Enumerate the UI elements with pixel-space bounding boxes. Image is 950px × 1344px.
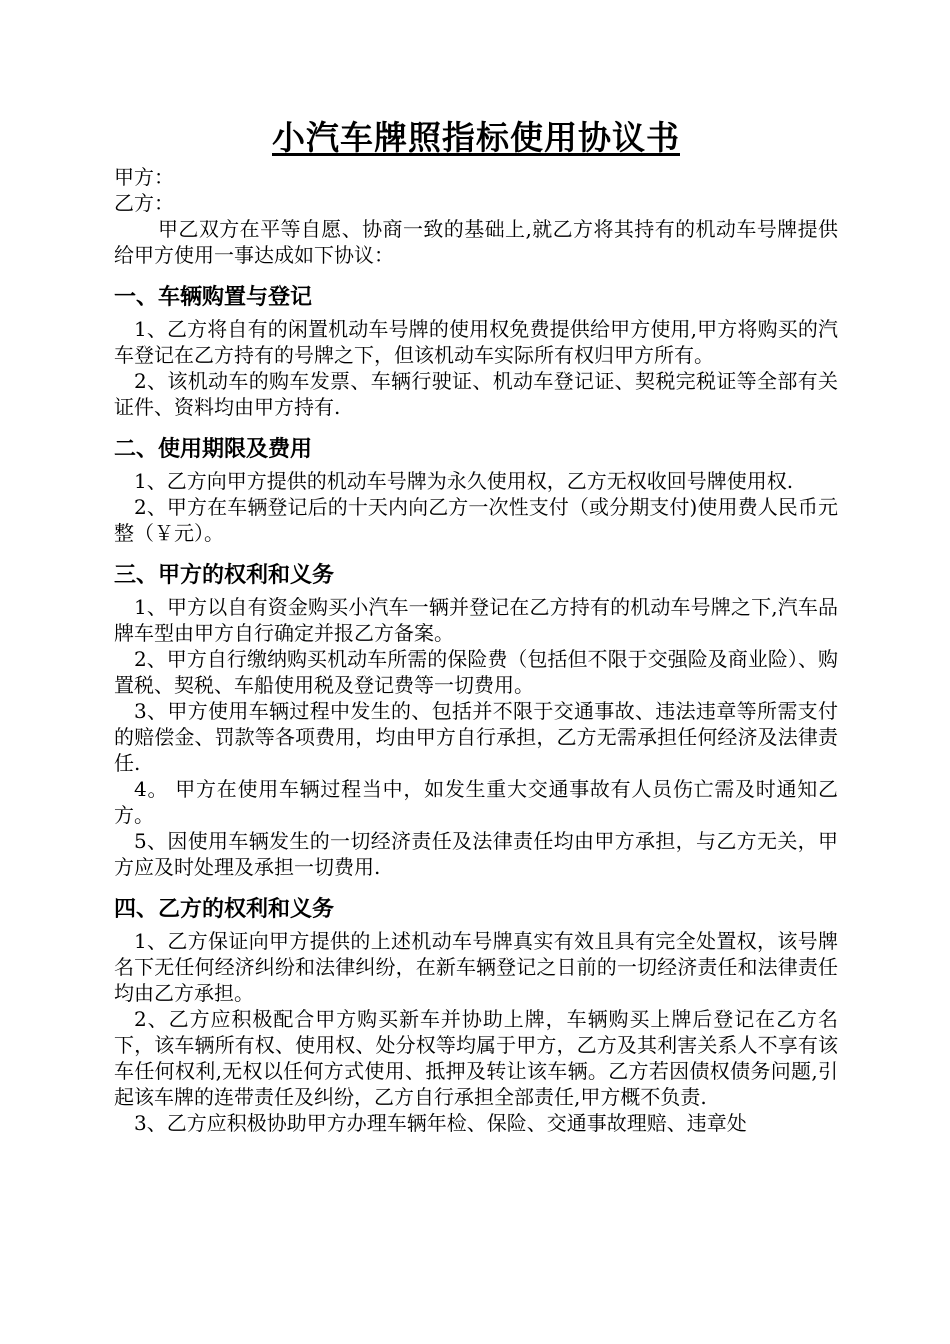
section-party-b-rights: [114, 896, 838, 1136]
section-heading: 一、车辆购置与登记: [114, 285, 313, 310]
document-title: 小汽车牌照指标使用协议书: [272, 118, 680, 157]
section-party-a-rights: [114, 562, 838, 880]
intro-paragraph: 甲乙双方在平等自愿、协商一致的基础上,就乙方将其持有的机动车号牌提供给甲方使用一事达成如下协议：: [114, 217, 838, 267]
party-b-label: 乙方：: [114, 191, 174, 215]
clause-paragraph: 2、该机动车的购车发票、车辆行驶证、机动车登记证、契税完税证等全部有关证件、资料均由甲方持有.: [114, 369, 838, 419]
section-heading: 二、使用期限及费用: [114, 437, 313, 462]
clause-paragraph: 4。 甲方在使用车辆过程当中，如发生重大交通事故有人员伤亡需及时通知乙方。: [114, 777, 838, 827]
clause-paragraph: 3、乙方应积极协助甲方办理车辆年检、保险、交通事故理赔、违章处: [134, 1111, 747, 1135]
section-heading: 三、甲方的权利和义务: [114, 563, 335, 588]
section-vehicle-purchase: [114, 284, 838, 420]
clause-paragraph: 2、甲方在车辆登记后的十天内向乙方一次性支付（或分期支付)使用费人民币元整（￥元）。: [114, 495, 838, 545]
party-a-label: 甲方：: [114, 165, 174, 189]
section-heading: 四、乙方的权利和义务: [114, 897, 335, 922]
clause-paragraph: 2、乙方应积极配合甲方购买新车并协助上牌，车辆购买上牌后登记在乙方名下，该车辆所有权、使用权、处分权等均属于甲方，乙方及其利害关系人不享有该车任何权利,无权以任何方式使用、抵押及转让该车辆。乙方若因债权债务问题,引起该车牌的连带责任及纠纷，乙方自行承担全部责任,甲方概不负责.: [114, 1007, 838, 1109]
clause-paragraph: 5、因使用车辆发生的一切经济责任及法律责任均由甲方承担，与乙方无关，甲方应及时处理及承担一切费用.: [114, 829, 838, 879]
clause-paragraph: 2、甲方自行缴纳购买机动车所需的保险费（包括但不限于交强险及商业险）、购置税、契税、车船使用税及登记费等一切费用。: [114, 647, 838, 697]
clause-paragraph: 3、甲方使用车辆过程中发生的、包括并不限于交通事故、违法违章等所需支付的赔偿金、罚款等各项费用，均由甲方自行承担，乙方无需承担任何经济及法律责任.: [114, 699, 838, 775]
clause-paragraph: 1、甲方以自有资金购买小汽车一辆并登记在乙方持有的机动车号牌之下,汽车品牌车型由甲方自行确定并报乙方备案。: [114, 595, 838, 645]
clause-paragraph: 1、乙方保证向甲方提供的上述机动车号牌真实有效且具有完全处置权，该号牌名下无任何经济纠纷和法律纠纷，在新车辆登记之日前的一切经济责任和法律责任均由乙方承担。: [114, 929, 838, 1005]
document-page: [114, 110, 838, 1136]
clause-paragraph: 1、乙方向甲方提供的机动车号牌为永久使用权，乙方无权收回号牌使用权.: [134, 469, 794, 493]
section-term-and-fees: [114, 436, 838, 546]
clause-paragraph: 1、乙方将自有的闲置机动车号牌的使用权免费提供给甲方使用,甲方将购买的汽车登记在乙方持有的号牌之下，但该机动车实际所有权归甲方所有。: [114, 317, 838, 367]
